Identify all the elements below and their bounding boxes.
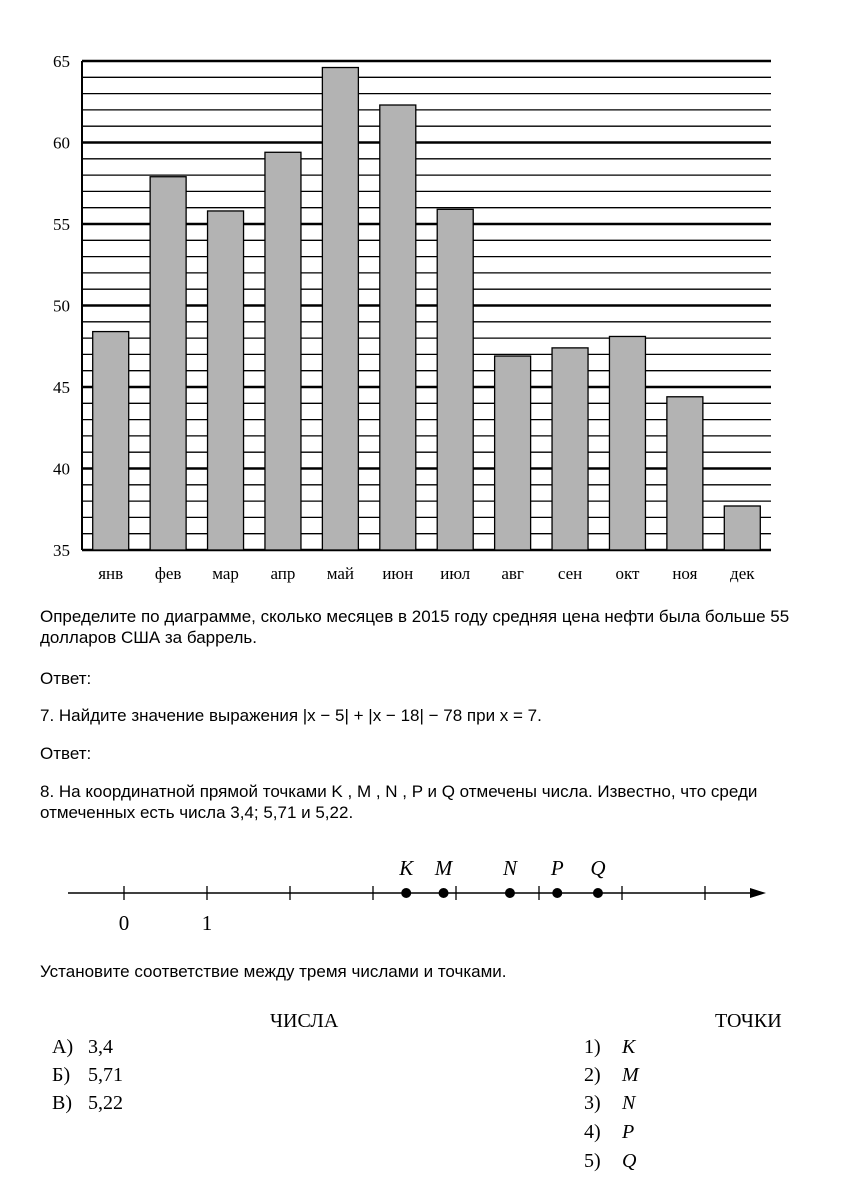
question7-text: 7. Найдите значение выражения |x − 5| + |x − 18| − 78 при x = 7. [40,706,542,725]
question6-answer-label: Ответ: [40,669,92,688]
x-tick-label: сен [557,564,583,583]
point-option-2 [584,1064,639,1087]
point-option-label: 3) [584,1092,601,1114]
bar-май [322,68,358,550]
bar-авг [495,356,531,550]
y-tick-label: 60 [53,133,70,153]
number-line-label: 1 [201,911,213,935]
x-tick-label: ноя [672,564,698,583]
bar-апр [265,152,301,550]
y-tick-label: 45 [53,378,70,397]
x-tick-label: фев [154,564,182,583]
number-line-arrow-icon [750,888,766,898]
number-line-point-K [401,888,411,898]
number-line-point-label: K [399,856,414,880]
bar-июн [380,105,416,550]
point-option-4 [584,1121,634,1144]
number-line-point-Q [593,888,603,898]
question8-text: 8. На координатной прямой точками K , M , N , P и Q отмечены числа. Известно, что среди отмеченных есть числа 3,4; 5,71 и 5,22. [40,782,758,822]
chart-bars [93,68,761,550]
bar-мар [208,211,244,550]
y-tick-label: 50 [53,296,70,316]
x-tick-label: окт [615,564,640,583]
x-tick-label: июл [440,564,471,583]
number-option-label: А) [52,1036,74,1058]
points-heading: ТОЧКИ [715,1010,782,1032]
y-tick-label: 35 [53,541,70,560]
point-option-3 [584,1092,635,1115]
bar-июл [437,209,473,550]
x-tick-label: май [326,564,355,583]
question8-instruction: Установите соответствие между тремя числами и точками. [40,962,507,981]
point-option-label: 5) [584,1150,601,1172]
point-option-label: 1) [584,1036,601,1058]
point-option-label: 4) [584,1121,601,1143]
bar-ноя [667,397,703,550]
bar-дек [724,506,760,550]
question7-answer-label: Ответ: [40,744,92,763]
question6-text: Определите по диаграмме, сколько месяцев в 2015 году средняя цена нефти была больше 55 долларов США за баррель. [40,607,790,647]
number-line-point-label: P [550,856,564,880]
numbers-heading: ЧИСЛА [270,1010,339,1032]
number-line-label: 0 [118,911,130,935]
y-tick-label: 55 [53,215,70,234]
point-option-value: N [622,1092,636,1114]
x-tick-label: мар [212,564,239,583]
bar-янв [93,332,129,550]
y-tick-label: 40 [53,459,70,479]
number-line-point-P [552,888,562,898]
number-option-label: Б) [52,1064,71,1086]
number-option-c [52,1092,123,1115]
point-option-5 [584,1150,636,1173]
point-option-label: 2) [584,1064,601,1086]
number-line-point-M [439,888,449,898]
number-line-point-label: Q [590,856,606,880]
number-line-point-N [505,888,515,898]
point-option-value: P [622,1121,635,1143]
point-option-value: M [622,1064,639,1086]
point-option-value: K [622,1036,636,1058]
bar-сен [552,348,588,550]
bar-фев [150,177,186,550]
number-option-b [52,1064,123,1087]
number-line-point-label: N [502,856,517,880]
number-line-point-label: M [434,856,453,880]
number-option-label: В) [52,1092,72,1114]
point-option-1 [584,1036,635,1059]
number-option-value: 5,22 [88,1092,123,1114]
x-tick-label: янв [98,564,124,583]
x-tick-label: апр [270,564,296,583]
number-option-value: 5,71 [88,1064,123,1086]
y-tick-label: 65 [53,52,70,71]
point-option-value: Q [622,1150,637,1172]
number-option-value: 3,4 [88,1036,113,1058]
x-tick-label: дек [730,564,755,583]
number-line [0,840,843,940]
bar-окт [609,336,645,550]
x-tick-label: авг [501,564,524,583]
number-option-a [52,1036,113,1059]
x-tick-label: июн [382,564,414,583]
